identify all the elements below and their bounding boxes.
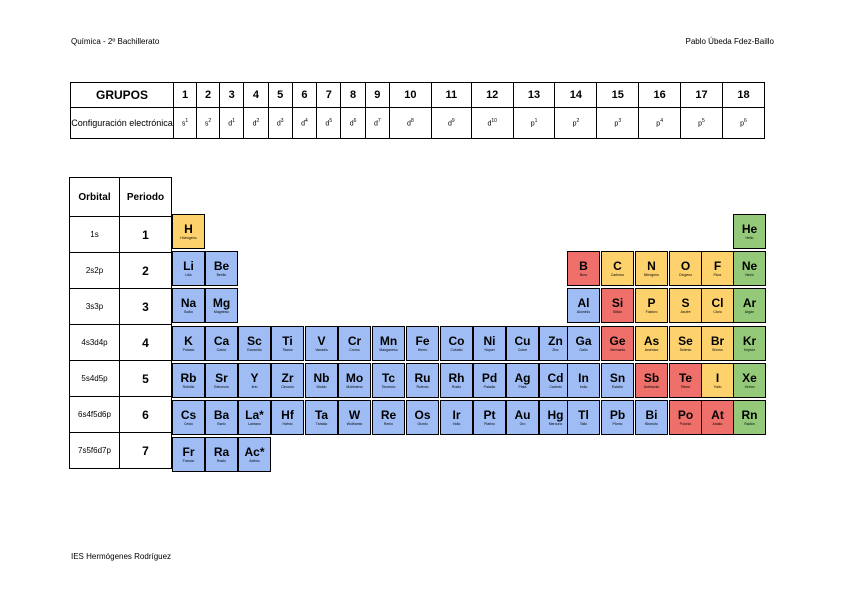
group-number: 17 bbox=[681, 83, 723, 108]
element-symbol: At bbox=[711, 407, 724, 422]
element-ca bbox=[205, 326, 238, 361]
orbital-cell: 1s bbox=[70, 217, 120, 253]
element-zr bbox=[271, 363, 304, 398]
element-name: Indio bbox=[579, 384, 588, 389]
config-cell: $p^6$ bbox=[722, 108, 764, 139]
period-row bbox=[70, 433, 172, 469]
element-name: Kriptón bbox=[743, 347, 756, 352]
element-symbol: Zr bbox=[281, 370, 294, 385]
periodo-header: Periodo bbox=[120, 178, 172, 217]
period-cell: 2 bbox=[120, 253, 172, 289]
element-tc bbox=[372, 363, 405, 398]
element-name: Berilio bbox=[216, 272, 227, 277]
element-name: Renio bbox=[383, 421, 394, 426]
element-name: Rubidio bbox=[182, 384, 195, 389]
element-fe bbox=[406, 326, 439, 361]
element-symbol: Cs bbox=[180, 407, 197, 422]
element-symbol: Au bbox=[514, 407, 531, 422]
element-name: Selenio bbox=[679, 347, 692, 352]
period-row bbox=[70, 289, 172, 325]
element-i bbox=[701, 363, 734, 398]
element-name: Radio bbox=[216, 458, 227, 463]
group-number: 11 bbox=[431, 83, 471, 108]
element-symbol: Cd bbox=[547, 370, 564, 385]
groups-label: GRUPOS bbox=[71, 83, 174, 108]
element-symbol: Ba bbox=[213, 407, 230, 422]
period-cell: 4 bbox=[120, 325, 172, 361]
element-name: Vanadio bbox=[315, 347, 328, 352]
element-xe bbox=[733, 363, 766, 398]
element-symbol: Fe bbox=[415, 333, 430, 348]
element-ga bbox=[567, 326, 600, 361]
element-name: Boro bbox=[579, 272, 588, 277]
header-right: Pablo Úbeda Fdez-Baillo bbox=[685, 37, 774, 46]
config-cell: $d^4$ bbox=[292, 108, 316, 139]
element-symbol: Tl bbox=[578, 407, 589, 422]
element-name: Plomo bbox=[612, 421, 623, 426]
element-name: Nitrógeno bbox=[643, 272, 660, 277]
element-ne bbox=[733, 251, 766, 286]
element-ti bbox=[271, 326, 304, 361]
element-name: Sodio bbox=[184, 309, 193, 314]
element-name: Plata bbox=[518, 384, 527, 389]
element-symbol: Ag bbox=[514, 370, 531, 385]
element-symbol: I bbox=[715, 370, 720, 385]
element-symbol: As bbox=[643, 333, 660, 348]
element-li bbox=[172, 251, 205, 286]
period-row bbox=[70, 325, 172, 361]
group-number: 15 bbox=[597, 83, 639, 108]
element-br bbox=[701, 326, 734, 361]
element-symbol: Y bbox=[250, 370, 259, 385]
period-row bbox=[70, 253, 172, 289]
element-symbol: C bbox=[613, 258, 622, 273]
element-symbol: Br bbox=[710, 333, 725, 348]
element-hf bbox=[271, 400, 304, 435]
element-name: Bario bbox=[217, 421, 226, 426]
element-name: Wolframio bbox=[346, 421, 363, 426]
group-number: 18 bbox=[722, 83, 764, 108]
element-symbol: Sc bbox=[247, 333, 262, 348]
periods-header-row bbox=[70, 178, 172, 217]
element-mg bbox=[205, 288, 238, 323]
element-symbol: Si bbox=[611, 295, 624, 310]
element-symbol: Tc bbox=[381, 370, 396, 385]
element-name: Fósforo bbox=[645, 309, 658, 314]
element-name: Helio bbox=[745, 235, 754, 240]
header-left: Química - 2º Bachillerato bbox=[71, 37, 160, 46]
element-symbol: N bbox=[647, 258, 656, 273]
config-cell: $p^4$ bbox=[639, 108, 681, 139]
element-po bbox=[669, 400, 702, 435]
element-symbol: La* bbox=[245, 407, 264, 422]
element-la bbox=[238, 400, 271, 435]
element-c bbox=[601, 251, 634, 286]
element-name: Bismuto bbox=[645, 421, 658, 426]
element-name: Rutenio bbox=[416, 384, 429, 389]
element-symbol: Te bbox=[678, 370, 693, 385]
element-name: Iridio bbox=[452, 421, 461, 426]
element-name: Cromo bbox=[349, 347, 360, 352]
element-co bbox=[440, 326, 473, 361]
element-symbol: Zn bbox=[548, 333, 563, 348]
element-name: Niobio bbox=[316, 384, 327, 389]
element-name: Silicio bbox=[612, 309, 623, 314]
element-name: Itrio bbox=[251, 384, 258, 389]
element-symbol: Rn bbox=[741, 407, 758, 422]
element-cl bbox=[701, 288, 734, 323]
group-number: 1 bbox=[174, 83, 197, 108]
element-name: Lantano bbox=[248, 421, 261, 426]
element-name: Talio bbox=[579, 421, 588, 426]
element-name: Arsénico bbox=[644, 347, 659, 352]
element-p bbox=[635, 288, 668, 323]
element-symbol: Hg bbox=[547, 407, 564, 422]
element-name: Flúor bbox=[713, 272, 722, 277]
element-name: Cesio bbox=[184, 421, 193, 426]
element-name: Mercurio bbox=[548, 421, 563, 426]
config-cell: $d^3$ bbox=[268, 108, 292, 139]
element-name: Estroncio bbox=[214, 384, 229, 389]
element-name: Polonio bbox=[679, 421, 692, 426]
element-ni bbox=[473, 326, 506, 361]
element-name: Xenón bbox=[744, 384, 755, 389]
element-symbol: Be bbox=[213, 258, 230, 273]
element-symbol: Mo bbox=[345, 370, 364, 385]
config-row bbox=[71, 108, 765, 139]
element-symbol: Rh bbox=[448, 370, 465, 385]
config-cell: $s^1$ bbox=[174, 108, 197, 139]
element-name: Tántalo bbox=[315, 421, 328, 426]
element-symbol: Ru bbox=[414, 370, 431, 385]
element-symbol: Cu bbox=[514, 333, 531, 348]
element-name: Argón bbox=[744, 309, 755, 314]
element-v bbox=[305, 326, 338, 361]
group-number: 9 bbox=[365, 83, 389, 108]
group-number: 8 bbox=[341, 83, 365, 108]
element-symbol: B bbox=[579, 258, 588, 273]
period-row bbox=[70, 397, 172, 433]
element-symbol: H bbox=[184, 221, 193, 236]
element-b bbox=[567, 251, 600, 286]
element-f bbox=[701, 251, 734, 286]
element-bi bbox=[635, 400, 668, 435]
element-name: Rodio bbox=[451, 384, 462, 389]
element-symbol: O bbox=[680, 258, 691, 273]
element-name: Paladio bbox=[483, 384, 496, 389]
element-symbol: Se bbox=[678, 333, 693, 348]
element-ac bbox=[238, 437, 271, 472]
element-symbol: F bbox=[713, 258, 722, 273]
element-name: Manganeso bbox=[379, 347, 398, 352]
group-number: 4 bbox=[244, 83, 268, 108]
element-ar bbox=[733, 288, 766, 323]
group-number: 7 bbox=[317, 83, 341, 108]
element-kr bbox=[733, 326, 766, 361]
element-w bbox=[338, 400, 371, 435]
element-symbol: Co bbox=[448, 333, 465, 348]
element-cs bbox=[172, 400, 205, 435]
group-number: 16 bbox=[639, 83, 681, 108]
period-cell: 1 bbox=[120, 217, 172, 253]
element-cu bbox=[506, 326, 539, 361]
orbital-cell: 6s4f5d6p bbox=[70, 397, 120, 433]
element-pd bbox=[473, 363, 506, 398]
orbital-cell: 2s2p bbox=[70, 253, 120, 289]
config-label: Configuración electrónica bbox=[71, 108, 174, 139]
element-sr bbox=[205, 363, 238, 398]
element-name: Potasio bbox=[182, 347, 195, 352]
element-name: Actinio bbox=[249, 458, 260, 463]
element-he bbox=[733, 214, 766, 249]
element-name: Yodo bbox=[713, 384, 722, 389]
group-number: 12 bbox=[471, 83, 513, 108]
group-number: 10 bbox=[389, 83, 431, 108]
element-name: Hafnio bbox=[282, 421, 293, 426]
element-at bbox=[701, 400, 734, 435]
group-number: 14 bbox=[555, 83, 597, 108]
element-symbol: Mn bbox=[379, 333, 398, 348]
element-symbol: Pt bbox=[483, 407, 496, 422]
footer-school: IES Hermógenes Rodríguez bbox=[71, 552, 172, 561]
element-name: Carbono bbox=[610, 272, 625, 277]
config-cell: $p^5$ bbox=[681, 108, 723, 139]
element-mn bbox=[372, 326, 405, 361]
element-name: Zinc bbox=[552, 347, 559, 352]
config-cell: $d^8$ bbox=[389, 108, 431, 139]
element-te bbox=[669, 363, 702, 398]
config-cell: $d^{10}$ bbox=[471, 108, 513, 139]
config-cell: $d^5$ bbox=[317, 108, 341, 139]
element-symbol: Li bbox=[183, 258, 194, 273]
group-number: 3 bbox=[220, 83, 244, 108]
element-name: Molibdeno bbox=[346, 384, 363, 389]
element-symbol: Ga bbox=[575, 333, 592, 348]
element-y bbox=[238, 363, 271, 398]
element-name: Teluro bbox=[680, 384, 691, 389]
element-symbol: Xe bbox=[742, 370, 757, 385]
element-rh bbox=[440, 363, 473, 398]
element-symbol: Fr bbox=[182, 444, 195, 459]
element-h bbox=[172, 214, 205, 249]
element-pb bbox=[601, 400, 634, 435]
element-ag bbox=[506, 363, 539, 398]
element-sc bbox=[238, 326, 271, 361]
element-symbol: Kr bbox=[742, 333, 757, 348]
element-symbol: Ca bbox=[213, 333, 230, 348]
element-symbol: Re bbox=[380, 407, 397, 422]
orbital-cell: 4s3d4p bbox=[70, 325, 120, 361]
element-as bbox=[635, 326, 668, 361]
element-symbol: Ta bbox=[314, 407, 329, 422]
element-be bbox=[205, 251, 238, 286]
element-name: Titanio bbox=[282, 347, 293, 352]
element-name: Escandio bbox=[247, 347, 262, 352]
element-symbol: Po bbox=[677, 407, 694, 422]
element-symbol: Ni bbox=[483, 333, 496, 348]
element-ru bbox=[406, 363, 439, 398]
config-cell: $p^1$ bbox=[513, 108, 555, 139]
element-k bbox=[172, 326, 205, 361]
element-symbol: Cr bbox=[347, 333, 362, 348]
element-name: Hierro bbox=[417, 347, 428, 352]
element-symbol: Na bbox=[180, 295, 197, 310]
groups-table bbox=[70, 82, 765, 139]
element-symbol: Hf bbox=[281, 407, 294, 422]
element-name: Litio bbox=[185, 272, 192, 277]
element-symbol: Mg bbox=[212, 295, 231, 310]
orbital-cell: 5s4d5p bbox=[70, 361, 120, 397]
element-symbol: Pd bbox=[481, 370, 498, 385]
element-o bbox=[669, 251, 702, 286]
element-name: Aluminio bbox=[576, 309, 591, 314]
element-s bbox=[669, 288, 702, 323]
element-symbol: Ac* bbox=[244, 444, 265, 459]
orbital-cell: 3s3p bbox=[70, 289, 120, 325]
period-row bbox=[70, 217, 172, 253]
element-symbol: Ir bbox=[452, 407, 461, 422]
element-name: Estaño bbox=[612, 384, 623, 389]
element-name: Astato bbox=[712, 421, 723, 426]
element-mo bbox=[338, 363, 371, 398]
config-cell: $s^2$ bbox=[197, 108, 220, 139]
element-symbol: Sn bbox=[609, 370, 626, 385]
orbital-header: Orbital bbox=[70, 178, 120, 217]
element-symbol: In bbox=[578, 370, 589, 385]
element-symbol: Rb bbox=[180, 370, 197, 385]
element-name: Germanio bbox=[609, 347, 626, 352]
element-na bbox=[172, 288, 205, 323]
element-se bbox=[669, 326, 702, 361]
element-symbol: Sb bbox=[643, 370, 660, 385]
element-ge bbox=[601, 326, 634, 361]
element-name: Osmio bbox=[417, 421, 428, 426]
period-cell: 6 bbox=[120, 397, 172, 433]
element-symbol: Ne bbox=[741, 258, 758, 273]
element-ir bbox=[440, 400, 473, 435]
element-name: Tecnecio bbox=[381, 384, 396, 389]
element-al bbox=[567, 288, 600, 323]
element-name: Cloro bbox=[713, 309, 722, 314]
element-symbol: Nb bbox=[313, 370, 330, 385]
element-name: Cadmio bbox=[549, 384, 562, 389]
element-name: Platino bbox=[484, 421, 495, 426]
element-symbol: Ra bbox=[213, 444, 230, 459]
element-name: Hidrógeno bbox=[180, 235, 197, 240]
element-name: Oro bbox=[519, 421, 526, 426]
element-symbol: P bbox=[647, 295, 656, 310]
element-ba bbox=[205, 400, 238, 435]
element-sn bbox=[601, 363, 634, 398]
element-symbol: He bbox=[741, 221, 758, 236]
period-cell: 3 bbox=[120, 289, 172, 325]
element-rb bbox=[172, 363, 205, 398]
config-cell: $d^6$ bbox=[341, 108, 365, 139]
element-name: Calcio bbox=[216, 347, 227, 352]
element-name: Níquel bbox=[484, 347, 495, 352]
period-cell: 7 bbox=[120, 433, 172, 469]
element-name: Magnesio bbox=[213, 309, 230, 314]
element-fr bbox=[172, 437, 205, 472]
element-n bbox=[635, 251, 668, 286]
group-number: 13 bbox=[513, 83, 555, 108]
config-cell: $p^2$ bbox=[555, 108, 597, 139]
element-symbol: W bbox=[348, 407, 361, 422]
config-cell: $d^7$ bbox=[365, 108, 389, 139]
orbital-cell: 7s5f6d7p bbox=[70, 433, 120, 469]
element-symbol: Pb bbox=[609, 407, 626, 422]
periods-table bbox=[69, 177, 172, 469]
element-re bbox=[372, 400, 405, 435]
element-symbol: Ar bbox=[742, 295, 757, 310]
element-name: Radón bbox=[744, 421, 755, 426]
config-cell: $p^3$ bbox=[597, 108, 639, 139]
element-cr bbox=[338, 326, 371, 361]
element-rn bbox=[733, 400, 766, 435]
element-au bbox=[506, 400, 539, 435]
element-symbol: Cl bbox=[711, 295, 724, 310]
element-name: Oxígeno bbox=[678, 272, 693, 277]
element-symbol: Al bbox=[577, 295, 590, 310]
element-ta bbox=[305, 400, 338, 435]
element-os bbox=[406, 400, 439, 435]
group-number: 5 bbox=[268, 83, 292, 108]
element-ra bbox=[205, 437, 238, 472]
period-cell: 5 bbox=[120, 361, 172, 397]
config-cell: $d^1$ bbox=[220, 108, 244, 139]
element-nb bbox=[305, 363, 338, 398]
element-name: Cobre bbox=[517, 347, 528, 352]
element-name: Bromo bbox=[712, 347, 723, 352]
config-cell: $d^2$ bbox=[244, 108, 268, 139]
group-number: 6 bbox=[292, 83, 316, 108]
groups-row bbox=[71, 83, 765, 108]
group-number: 2 bbox=[197, 83, 220, 108]
element-si bbox=[601, 288, 634, 323]
element-symbol: Sr bbox=[215, 370, 228, 385]
element-name: Circonio bbox=[281, 384, 294, 389]
element-name: Antimonio bbox=[643, 384, 660, 389]
element-in bbox=[567, 363, 600, 398]
element-sb bbox=[635, 363, 668, 398]
element-symbol: V bbox=[317, 333, 326, 348]
element-symbol: Ti bbox=[282, 333, 293, 348]
element-name: Azufre bbox=[680, 309, 691, 314]
element-symbol: Bi bbox=[645, 407, 658, 422]
element-symbol: S bbox=[681, 295, 690, 310]
element-name: Cobalto bbox=[450, 347, 463, 352]
element-name: Galio bbox=[579, 347, 588, 352]
element-symbol: Os bbox=[414, 407, 431, 422]
element-pt bbox=[473, 400, 506, 435]
config-cell: $d^9$ bbox=[431, 108, 471, 139]
element-symbol: K bbox=[184, 333, 193, 348]
element-name: Francio bbox=[182, 458, 195, 463]
element-tl bbox=[567, 400, 600, 435]
period-row bbox=[70, 361, 172, 397]
element-symbol: Ge bbox=[609, 333, 626, 348]
element-name: Neón bbox=[745, 272, 754, 277]
